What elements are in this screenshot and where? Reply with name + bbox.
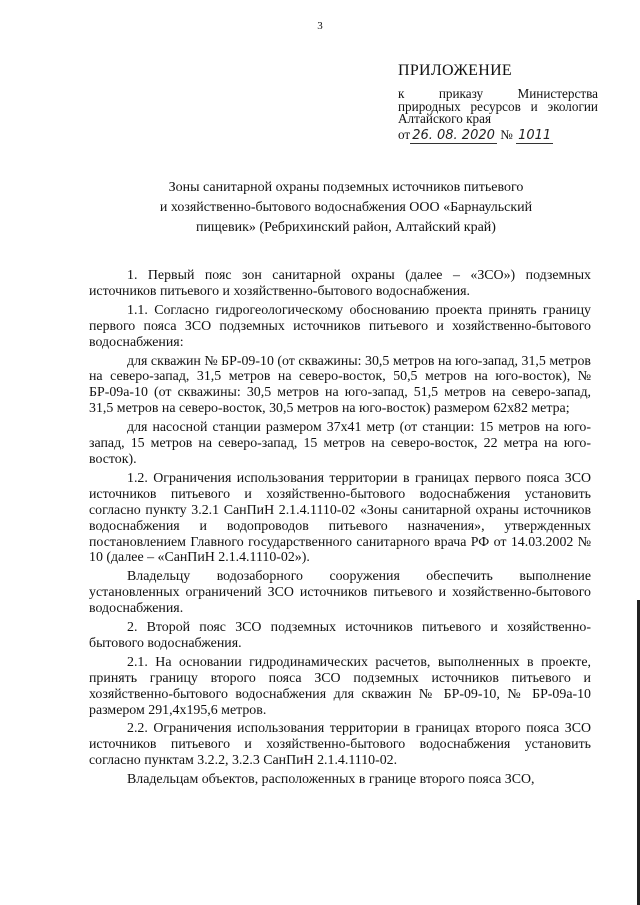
paragraph-2-1: 2.1. На основании гидродинамических расчетов, выполненных в проекте, принять границу второго пояса ЗСО подземных источников питьевого и хозяйственно-бытового водоснабжения для скважин № БР-09-10, № БР-09а-10 размером 291,4х195,6 метров. [89, 654, 591, 718]
appendix-title: ПРИЛОЖЕНИЕ [398, 62, 513, 79]
order-date: 26. 08. 2020 [412, 127, 495, 143]
paragraph-owners: Владельцам объектов, расположенных в границе второго пояса ЗСО, [127, 772, 535, 788]
paragraph-1-2: 1.2. Ограничения использования территории в границах первого пояса ЗСО источников питьевого и хозяйственно-бытового водоснабжения установить согласно пункту 3.2.1 СанПиН 2.1.4.1110-02 «Зоны санитарной охраны источников водоснабжения и водопроводов питьевого назначения», утвержденных постановлением Главного государственного санитарного врача РФ от 14.03.2002 № 10 (далее – «СанПиН 2.1.4.1110-02»). [89, 470, 591, 566]
document-body [89, 268, 591, 791]
paragraph-2-2: 2.2. Ограничения использования территории в границах второго пояса ЗСО источников питьевого и хозяйственно-бытового водоснабжения установить согласно пунктам 3.2.2, 3.2.3 СанПиН 2.1.4.1110-02. [89, 721, 591, 769]
document-title [118, 178, 574, 238]
paragraph-pump-station: для насосной станции размером 37х41 метр (от станции: 15 метров на юго-запад, 15 метров на северо-запад, 15 метров на северо-восток, 22 метра на юго-восток). [89, 420, 591, 467]
appendix-block [398, 62, 598, 143]
order-number-label: № [500, 126, 513, 142]
order-reference [398, 127, 598, 143]
appendix-text: к приказу Министерства природных ресурсов и экологии Алтайского края [398, 86, 598, 126]
paragraph-owner: Владельцу водозаборного сооружения обеспечить выполнение установленных ограничений ЗСО источников питьевого и хозяйственно-бытового водоснабжения. [89, 569, 591, 617]
title-line: Зоны санитарной охраны подземных источников питьевого [168, 180, 524, 195]
paragraph-1: 1. Первый пояс зон санитарной охраны (далее – «ЗСО») подземных источников питьевого и хозяйственно-бытового водоснабжения. [89, 268, 591, 299]
paragraph-1-1: 1.1. Согласно гидрогеологическому обоснованию проекта принять границу первого пояса ЗСО подземных источников питьевого и хозяйственно-бытового водоснабжения: [89, 302, 591, 350]
title-line: и хозяйственно-бытового водоснабжения ООО «Барнаульский [159, 200, 533, 215]
paragraph-wells: для скважин № БР-09-10 (от скважины: 30,5 метров на юго-запад, 31,5 метров на северо-запад, 31,5 метров на северо-восток, 50,5 метров на юго-восток), № БР-09а-10 (от скважины: 30,5 метров на юго-запад, 51,5 метров на северо-запад, 31,5 метров на северо-восток, 30,5 метров на юго-восток) размером 62х82 метра; [89, 353, 591, 417]
order-number: 1011 [518, 127, 552, 143]
order-prefix: от [398, 126, 411, 142]
paragraph-2: 2. Второй пояс ЗСО подземных источников питьевого и хозяйственно-бытового водоснабжения. [89, 620, 591, 651]
title-line: пищевик» (Ребрихинский район, Алтайский край) [196, 220, 496, 235]
page-number: 3 [317, 20, 323, 32]
